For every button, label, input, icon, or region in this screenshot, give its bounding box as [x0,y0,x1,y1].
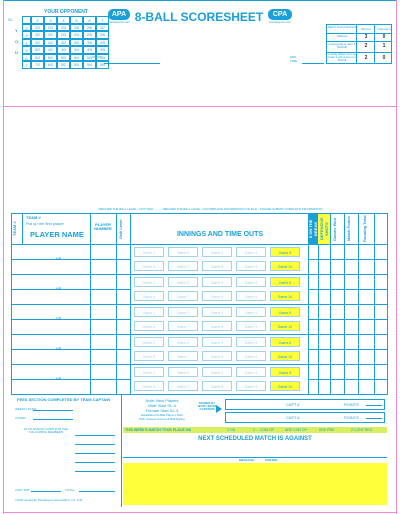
message-box[interactable] [123,463,387,505]
vs-label: VS. [56,376,63,381]
grid-col-header: 7 [96,16,109,24]
game-cell[interactable]: Game 7 [168,381,198,391]
grid-cell: 5/5 [83,54,96,62]
opponent-title: YOUR OPPONENT [44,9,88,15]
row-mid-line-2 [90,349,130,350]
row-divider [12,274,388,275]
row-mid-line-3 [308,319,388,320]
grid-cell: 4/4 [70,46,83,54]
fees-line-3 [75,453,115,454]
top-border [3,0,397,1]
start-time-line [104,63,160,64]
game-cell[interactable]: Game 10 [270,261,300,271]
fees-title: FEES SECTION COMPLETED BY TEAM CAPTAIN [17,397,111,402]
week-option-4[interactable]: ARE PRE [319,427,335,432]
game-cell[interactable]: Game 9 [236,291,266,301]
header-rule [3,106,396,107]
grid-cell: 2/4 [57,24,70,32]
game-cell[interactable]: Game 9 [236,261,266,271]
grid-col-header: 2 [31,16,44,24]
left-border [3,0,4,514]
right-border [396,0,397,514]
game-cell[interactable]: Game 6 [134,261,164,271]
grid-cell: 2/7 [96,24,109,32]
team-number-label: TEAM # [26,215,41,220]
mp-row-0-winner: 3 [364,34,368,40]
vs-label: VS. [56,346,63,351]
signed-arrow [216,405,222,413]
grid-col-header: 6 [83,16,96,24]
match-points-header: Match Points [346,216,351,242]
footer [11,395,388,507]
grid-cell: 5/2 [44,54,57,62]
center-label: CENTER [265,458,278,462]
grid-cell: 2/5 [96,39,109,47]
game-cell[interactable]: Game 4 [236,337,266,347]
grid-col-header: 5 [70,16,83,24]
row-mid-line-3 [308,379,388,380]
grid-cell: 2/4 [70,31,83,39]
grid-cell: 5/4 [70,54,83,62]
apa-sub-left: poolplayers.com [108,20,130,24]
grid-cell: 3/4 [70,39,83,47]
game-cell[interactable]: Game 8 [202,351,232,361]
grid-cell: 2/6 [96,31,109,39]
row-mid-line-3 [308,349,388,350]
grid-cell: 2/3 [57,31,70,39]
grid-cell: 3/3 [57,39,70,47]
capt-number-1: CAPT.# [286,402,300,407]
grid-cell: 4/2 [31,39,44,47]
running-total-header: Running Total [362,215,367,243]
game-cell[interactable]: Game 3 [202,247,232,257]
games-won-header: Games Won [332,217,337,241]
game-cell[interactable]: Game 6 [134,381,164,391]
grid-cell: 5/3 [57,54,70,62]
grid-row-header: 3 [22,31,31,39]
mp-row-0-opponent: 0 [382,34,386,40]
capt-box-2 [225,412,385,423]
winner-header: Winner [361,27,371,31]
game-cell[interactable]: Game 4 [236,367,266,377]
mp-row-2-label: Losing player won at least 1 game but not hill-hill [328,52,356,62]
grid-row-header: 7 [22,61,31,69]
signed-label: SIGNED BY BOTH TEAM CAPTAINS [198,401,216,411]
grid-cell: 2/5 [83,31,96,39]
grid-cell: 2/5 [70,24,83,32]
grid-cell: 2/3 [44,24,57,32]
fees-line-2 [75,444,115,445]
mp-row-1-winner: 2 [364,43,368,49]
grid-corner [22,16,31,24]
end-time-label: TIME [290,59,298,63]
grid-cell: 5/5 [96,61,109,69]
start-label: START [92,55,102,59]
fees-weekly-line [33,410,73,411]
grid-cell: 7/2 [31,61,44,69]
opponent-header: Opponent [377,27,391,31]
fees-line-4 [75,462,115,463]
week-option-3[interactable]: ARE CON OP [285,427,307,432]
grid-cell: 2/2 [44,31,57,39]
week-match-label: THIS WEEK'S MATCH TOOK PLACE ON [125,427,192,432]
week-match-bar [123,427,387,433]
vs-label: VS. [56,256,63,261]
row-divider [12,364,388,365]
game-cell[interactable]: Game 9 [236,351,266,361]
player-name-header: PLAYER NAME [30,230,84,239]
game-cell[interactable]: Game 3 [202,367,232,377]
points-2: POINTS [344,415,359,420]
game-cell[interactable]: Game 2 [168,337,198,347]
grid-cell: 2/2 [31,24,44,32]
game-cell[interactable]: Game 8 [202,291,232,301]
skill-level-header: Skill Level [118,219,123,239]
header-bottom-line [12,244,388,245]
apa-logo-right: CPA [268,9,292,20]
grid-row-header: 4 [22,39,31,47]
game-cell[interactable]: Game 2 [168,277,198,287]
grid-cell: 2/6 [83,24,96,32]
notice-text: • BEFORE THE BALL LEVEL • NOT PAID ........ • BEFORE THE BALL LEVEL • INCOMPLETE INFORMATION ON FILE - PLEASE SUBMIT COMPLETE INFORMATION [97,207,323,211]
week-option-1[interactable]: 1 ON [227,427,236,432]
note-line-2: Female Start SL-3 [145,408,179,413]
game-cell[interactable]: Game 8 [202,321,232,331]
game-cell[interactable]: Game 10 [270,381,300,391]
grid-row-header: 5 [22,46,31,54]
copyright: ©2011 American Poolplayers Association, Inc. 1/11 [15,498,83,502]
game-cell[interactable]: Game 8 [202,381,232,391]
capt-init-label: CAPT INIT [15,488,30,492]
sl-label: SL [8,17,13,22]
grid-col-header: 3 [44,16,57,24]
col-line-team [22,214,23,244]
game-cell[interactable]: Game 10 [270,351,300,361]
footer-divider [121,395,122,507]
fees-line-5 [75,471,115,472]
mp-row-1-opponent: 1 [382,43,386,49]
grid-cell: 5/2 [31,46,44,54]
capt-box-1 [225,399,385,410]
fees-other-label: OTHER [15,416,26,420]
mp-row-2-opponent: 0 [382,55,386,61]
grid-cell: 3/2 [31,31,44,39]
note-title: Note: New Players [145,398,179,403]
message-label: MESSAGE [239,458,255,462]
mp-row-1-label: Losing player won 1 (hill-hill) [328,42,356,49]
match-points-table [326,24,392,64]
scoresheet-table [11,213,388,395]
week-option-5[interactable]: 2 CONF REG [351,427,373,432]
apa-sub-right: poolplayers.com [269,20,291,24]
fees-weekly-label: WEEKLY DUES [15,407,37,411]
row-mid-line-2 [90,319,130,320]
row-mid-line-2 [90,379,130,380]
opponent-grid [6,9,105,68]
end-label: END [290,55,297,59]
week-option-2[interactable]: 2 ... COM OP [253,427,275,432]
team-side-label: TEAM # [12,221,17,237]
capt-init-line [31,491,61,492]
grid-row-header: 6 [22,54,31,62]
row-mid-line-2 [90,289,130,290]
vs-label: VS. [56,316,63,321]
game-cell[interactable]: Game 6 [134,351,164,361]
points-1: POINTS [344,402,359,407]
row-mid-line-3 [308,289,388,290]
points-arrow-1 [366,405,382,406]
row-divider [12,304,388,305]
vs-label: VS. [56,286,63,291]
grid-col-header: 4 [57,16,70,24]
game-cell[interactable]: Game 5 [270,247,300,257]
game-cell[interactable]: Game 8 [202,261,232,271]
row-mid-line-3 [308,259,388,260]
game-cell[interactable]: Game 2 [168,307,198,317]
grid-cell: 4/2 [44,46,57,54]
you-letter-o: O [15,39,19,44]
game-cell[interactable]: Game 6 [134,321,164,331]
8ball-break-header: 8 ON THE BREAK [308,219,318,239]
game-cell[interactable]: Game 2 [168,247,198,257]
game-cell[interactable]: Game 4 [236,277,266,287]
mp-row-2-winner: 2 [364,55,368,61]
game-cell[interactable]: Game 5 [270,277,300,287]
bottom-border [3,512,396,513]
game-cell[interactable]: Game 5 [270,337,300,347]
game-cell[interactable]: Game 7 [168,261,198,271]
game-cell[interactable]: Game 1 [134,277,164,287]
game-cell[interactable]: Game 7 [168,291,198,301]
note-line-1: Male Start SL-4 [148,403,176,408]
game-cell[interactable]: Game 9 [236,321,266,331]
next-match-line [123,457,387,458]
game-cell[interactable]: Game 4 [236,307,266,317]
innings-header: INNINGS AND TIME OUTS [176,231,264,238]
note-line-3: Established 8-Ball Players Start [140,413,184,417]
player-number-header: PLAYER NUMBER [94,222,112,231]
match-points-title: Match Points Earned [328,25,356,29]
game-cell[interactable]: Game 1 [134,367,164,377]
game-cell[interactable]: Game 2 [168,367,198,377]
game-cell[interactable]: Game 5 [270,307,300,317]
grid-cell: 6/2 [31,54,44,62]
grid-cell: 3/2 [44,39,57,47]
game-cell[interactable]: Game 1 [134,307,164,317]
game-cell[interactable]: Game 5 [270,367,300,377]
game-cell[interactable]: Game 10 [270,291,300,301]
game-cell[interactable]: Game 3 [202,277,232,287]
capt-number-2: CAPT.# [286,415,300,420]
game-cell[interactable]: Game 7 [168,321,198,331]
grid-cell: 3/5 [96,46,109,54]
row-divider [12,334,388,335]
grid-cell: 5/3 [70,61,83,69]
points-arrow-2 [366,418,382,419]
page-title: 8-BALL SCORESHEET [134,10,264,24]
grid-cell: 4/5 [83,46,96,54]
apa-logo-left: APA [108,9,130,20]
fees-note: PLUS ANNUAL DUES FOR THE FOLLOWING MEMBERS [24,427,68,434]
total-line [79,491,115,492]
team-note: Put up the first player [26,221,64,226]
you-letter-y: Y [15,28,18,33]
game-cell[interactable]: Game 1 [134,247,164,257]
grid-cell: 6/2 [44,61,57,69]
grid-row-header: 2 [22,24,31,32]
end-time-line [302,63,324,64]
grid-cell: 4/3 [57,46,70,54]
note-line-4: With Closest Current 8-Ball Rating [139,417,185,421]
game-cell[interactable]: Game 3 [202,337,232,347]
mp-row-0-label: Shutout [336,34,348,38]
start-time-label: TIME [92,59,100,63]
grid-cell: 3/5 [83,39,96,47]
you-letter-u: U [15,50,18,55]
row-mid-line-2 [90,259,130,260]
next-match-label: NEXT SCHEDULED MATCH IS AGAINST [198,436,312,442]
game-cell[interactable]: Game 9 [236,381,266,391]
game-cell[interactable]: Game 6 [134,291,164,301]
grid-cell: 4/5 [96,54,109,62]
fees-line-1 [75,435,115,436]
grid-cell: 5/2 [57,61,70,69]
game-cell[interactable]: Game 10 [270,321,300,331]
game-cell[interactable]: Game 4 [236,247,266,257]
game-cell[interactable]: Game 7 [168,351,198,361]
game-cell[interactable]: Game 3 [202,307,232,317]
fees-other-line [33,419,73,420]
game-cell[interactable]: Game 1 [134,337,164,347]
defensive-shots-header: DEFENSIVE SHOTS [319,217,329,241]
grid-cell: 5/4 [83,61,96,69]
total-label: TOTAL [65,488,75,492]
